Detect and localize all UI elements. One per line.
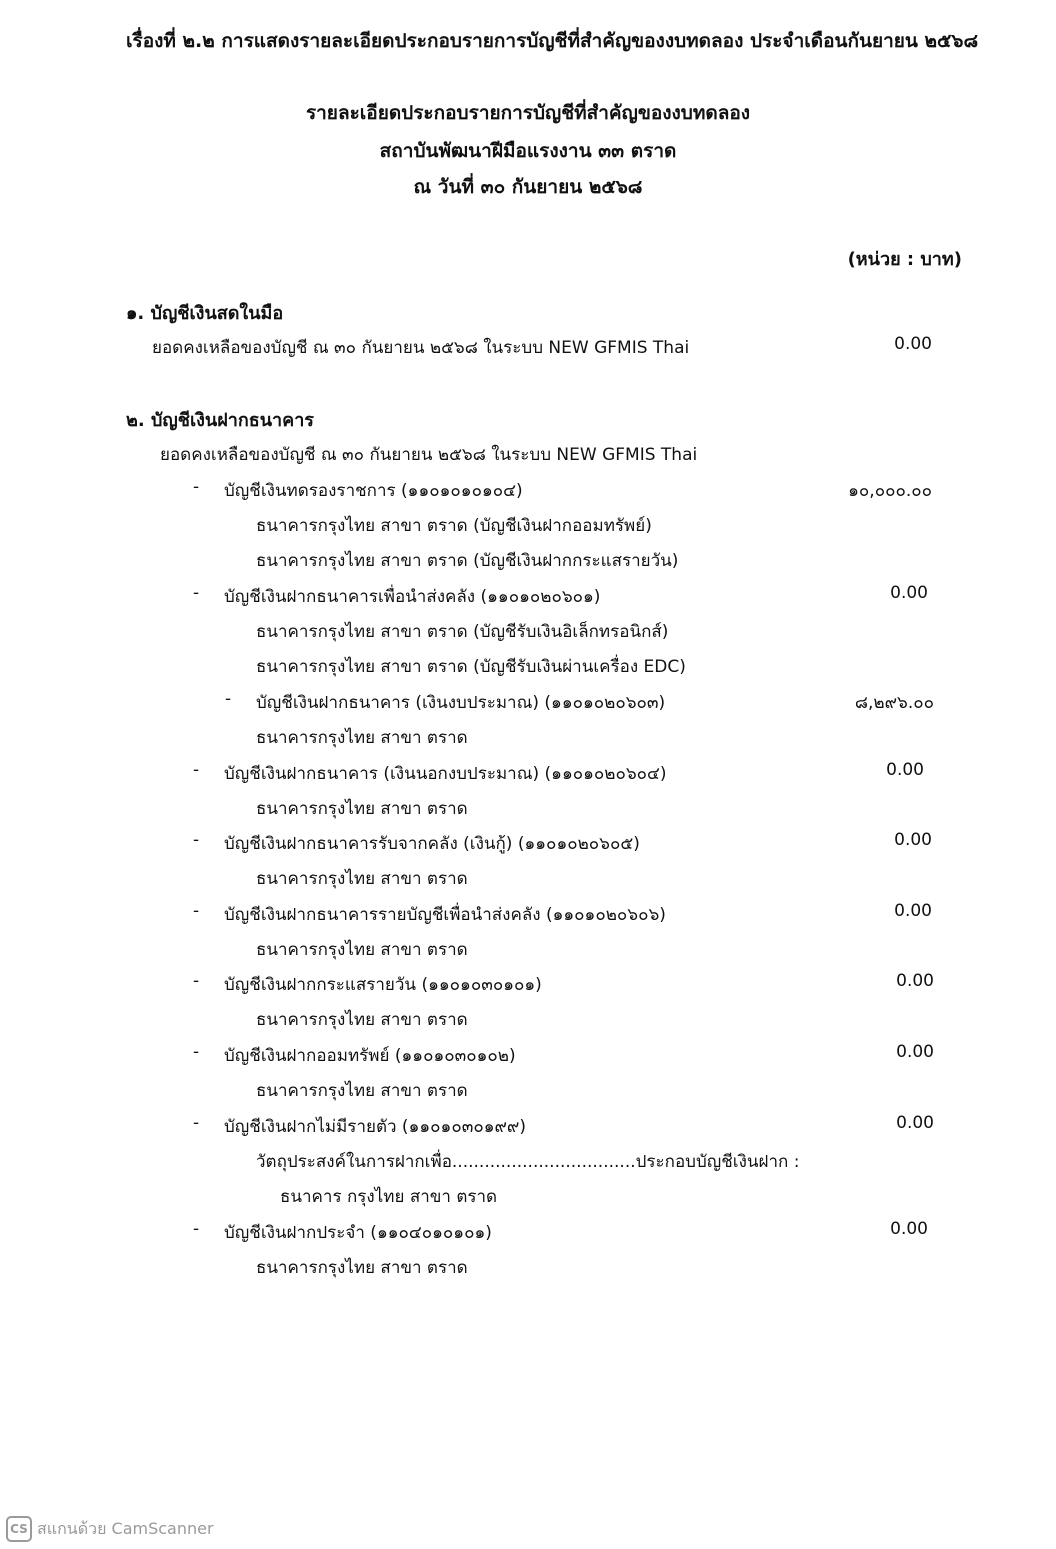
account-amount: 0.00: [890, 583, 928, 603]
section1-title: ๑. บัญชีเงินสดในมือ: [126, 303, 284, 324]
account-detail: ธนาคารกรุงไทย สาขา ตราด: [256, 1010, 468, 1030]
camscanner-text: สแกนด้วย CamScanner: [37, 1518, 214, 1538]
account-detail: ธนาคารกรุงไทย สาขา ตราด: [256, 940, 468, 960]
account-amount: 0.00: [896, 1042, 934, 1062]
item-dash: -: [193, 477, 200, 497]
account-detail: ธนาคารกรุงไทย สาขา ตราด (บัญชีรับเงินอิเล็กทรอนิกส์): [256, 622, 669, 642]
account-title: บัญชีเงินฝากกระแสรายวัน (๑๑๐๑๐๓๐๑๐๑): [224, 975, 542, 995]
item-dash: -: [193, 1219, 200, 1239]
account-detail: ธนาคารกรุงไทย สาขา ตราด: [256, 1081, 468, 1101]
section1-amount: 0.00: [894, 334, 932, 354]
account-detail: ธนาคารกรุงไทย สาขา ตราด: [256, 728, 468, 748]
account-title: บัญชีเงินฝากธนาคารเพื่อนำส่งคลัง (๑๑๐๑๐๒๐๖๐๑): [224, 587, 601, 607]
item-dash: -: [193, 971, 200, 991]
item-dash: -: [225, 689, 232, 709]
document-title: เรื่องที่ ๒.๒ การแสดงรายละเอียดประกอบรายการบัญชีที่สำคัญของงบทดลอง ประจำเดือนกันยายน ๒๕๖๘: [126, 30, 979, 52]
account-title: บัญชีเงินทดรองราชการ (๑๑๐๑๐๑๐๑๐๔): [224, 481, 523, 501]
item-dash: -: [193, 1113, 200, 1133]
account-amount: ๑๐,๐๐๐.๐๐: [848, 481, 932, 501]
account-detail: ธนาคารกรุงไทย สาขา ตราด: [256, 1258, 468, 1278]
account-title: บัญชีเงินฝากธนาคารรับจากคลัง (เงินกู้) (๑๑๐๑๐๒๐๖๐๕): [224, 834, 640, 854]
account-detail: ธนาคารกรุงไทย สาขา ตราด (บัญชีรับเงินผ่านเครื่อง EDC): [256, 657, 686, 677]
account-amount: 0.00: [896, 1113, 934, 1133]
account-detail: ธนาคารกรุงไทย สาขา ตราด (บัญชีเงินฝากกระแสรายวัน): [256, 551, 679, 571]
account-detail: ธนาคารกรุงไทย สาขา ตราด (บัญชีเงินฝากออมทรัพย์): [256, 516, 652, 536]
item-dash: -: [193, 760, 200, 780]
account-title: บัญชีเงินฝากไม่มีรายตัว (๑๑๐๑๐๓๐๑๙๙): [224, 1117, 527, 1137]
account-amount: 0.00: [890, 1219, 928, 1239]
account-detail: ธนาคาร กรุงไทย สาขา ตราด: [280, 1187, 498, 1207]
section1-balance-label: ยอดคงเหลือของบัญชี ณ ๓๐ กันยายน ๒๕๖๘ ในระบบ NEW GFMIS Thai: [152, 338, 690, 358]
camscanner-watermark: [6, 1515, 214, 1543]
report-date: ณ วันที่ ๓๐ กันยายน ๒๕๖๘: [413, 176, 643, 198]
account-amount: 0.00: [894, 830, 932, 850]
account-amount: 0.00: [894, 901, 932, 921]
section2-balance-label: ยอดคงเหลือของบัญชี ณ ๓๐ กันยายน ๒๕๖๘ ในระบบ NEW GFMIS Thai: [160, 445, 698, 465]
item-dash: -: [193, 1042, 200, 1062]
account-title: บัญชีเงินฝากธนาคาร (เงินงบประมาณ) (๑๑๐๑๐๒๐๖๐๓): [256, 693, 666, 713]
account-title: บัญชีเงินฝากธนาคาร (เงินนอกงบประมาณ) (๑๑๐๑๐๒๐๖๐๔): [224, 764, 667, 784]
account-title: บัญชีเงินฝากออมทรัพย์ (๑๑๐๑๐๓๐๑๐๒): [224, 1046, 516, 1066]
account-title: บัญชีเงินฝากธนาคารรายบัญชีเพื่อนำส่งคลัง (๑๑๐๑๐๒๐๖๐๖): [224, 905, 666, 925]
item-dash: -: [193, 583, 200, 603]
account-title: บัญชีเงินฝากประจำ (๑๑๐๔๐๑๐๑๐๑): [224, 1223, 492, 1243]
account-amount: ๘,๒๙๖.๐๐: [854, 693, 934, 713]
unit-label: (หน่วย : บาท): [847, 249, 962, 270]
account-detail: ธนาคารกรุงไทย สาขา ตราด: [256, 799, 468, 819]
organization-name: สถาบันพัฒนาฝีมือแรงงาน ๓๓ ตราด: [379, 140, 677, 162]
account-detail: ธนาคารกรุงไทย สาขา ตราด: [256, 869, 468, 889]
report-title: รายละเอียดประกอบรายการบัญชีที่สำคัญของงบทดลอง: [305, 102, 751, 124]
section2-title: ๒. บัญชีเงินฝากธนาคาร: [126, 410, 314, 431]
account-amount: 0.00: [896, 971, 934, 991]
account-detail: วัตถุประสงค์ในการฝากเพื่อ..................................ประกอบบัญชีเงินฝาก :: [256, 1152, 800, 1172]
item-dash: -: [193, 830, 200, 850]
item-dash: -: [193, 901, 200, 921]
camscanner-logo-icon: CS: [6, 1516, 32, 1542]
account-amount: 0.00: [886, 760, 924, 780]
